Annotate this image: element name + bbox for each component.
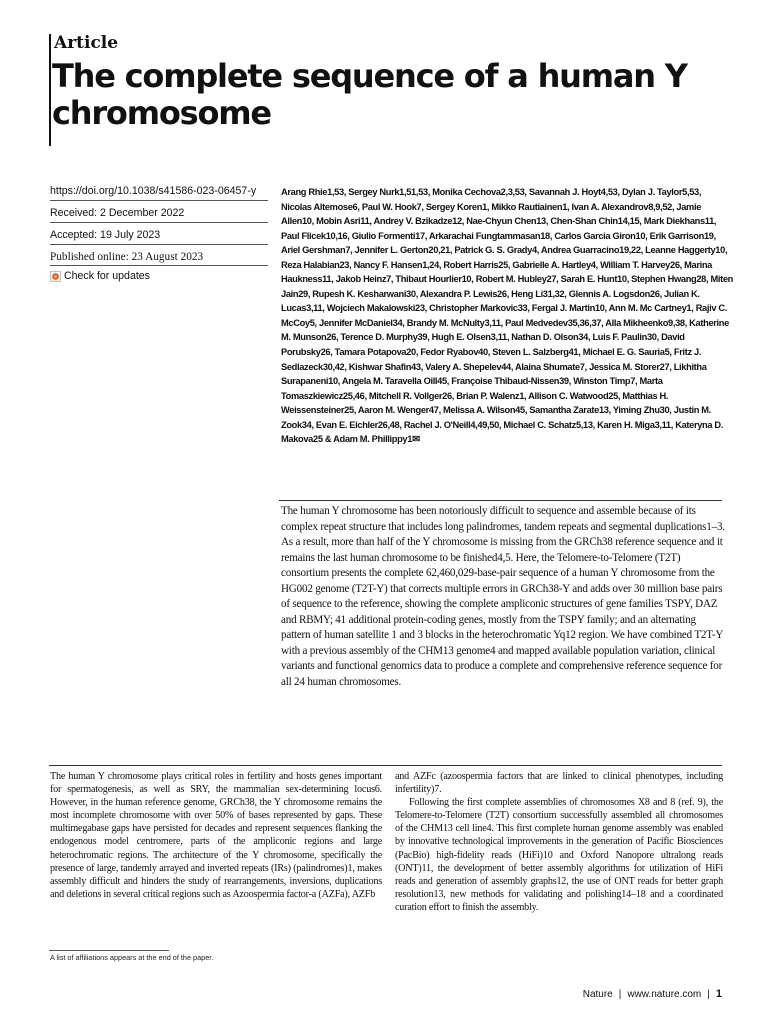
author-list: Arang Rhie1,53, Sergey Nurk1,51,53, Monika Cechova2,3,53, Savannah J. Hoyt4,53, Dylan J. Taylor5,53, Nicolas Altemose6, Paul W. Hook7, Sergey Koren1, Mikko Rautiainen1, Ivan A. Alexandrov8,9,52, Jamie Allen10, Mobin Asri11, Andrey V. Bzikadze12, Nae-Chyun Chen13, Chen-Shan Chin14,15, Mark Diekhans11, Paul Flicek10,16, Giulio Formenti17, Arkarachai Fungtammasan18, Carlos Garcia Giron10, Erik Garrison19, Ariel Gershman7, Jennifer L. Gerton20,21, Patrick G. S. Grady4, Andrea Guarracino19,22, Leanne Haggerty10, Reza Halabian23, Nancy F. Hansen1,24, Robert Harris25, Gabrielle A. Hartley4, William T. Harvey26, Marina Haukness11, Jakob Heinz7, Thibaut Hourlier10, Robert M. Hubley27, Sarah E. Hunt10, Stephen Hwang28, Miten Jain29, Rupesh K. Kesharwani30, Alexandra P. Lewis26, Heng Li31,32, Glennis A. Logsdon26, Julian K. Lucas3,11, Wojciech Makalowski23, Christopher Markovic33, Fergal J. Martin10, Ann M. Mc Cartney1, Rajiv C. McCoy5, Jennifer McDaniel34, Brandy M. McNulty3,11, Paul Medvedev35,36,37, Alla Mikheenko9,38, Katherine M. Munson26, Terence D. Murphy39, Hugh E. Olsen3,11, Nathan D. Olson34, Luis F. Paulin30, David Porubsky26, Tamara Potapova20, Fedor Ryabov40, Steven L. Salzberg41, Michael E. G. Sauria5, Fritz J. Sedlazeck30,42, Kishwar Shafin43, Valery A. Shepelev44, Alaina Shumate7, Jessica M. Storer27, Likhitha Surapaneni10, Angela M. Taravella Oill45, Françoise Thibaud-Nissen39, Winston Timp7, Marta Tomaszkiewicz25,46, Mitchell R. Vollger26, Brian P. Walenz1, Allison C. Watwood25, Matthias H. Weissensteiner25, Aaron M. Wenger47, Melissa A. Wilson45, Samantha Zarate13, Yiming Zhu30, Justin M. Zook34, Evan E. Eichler26,48, Rachel J. O'Neill4,49,50, Michael C. Schatz5,13, Karen H. Miga3,11, Kateryna D. Makova25 & Adam M. Phillippy1✉ bbox=[281, 187, 733, 445]
journal-name: Nature bbox=[582, 988, 613, 1000]
body-column-left bbox=[50, 770, 382, 901]
check-updates-icon bbox=[50, 271, 61, 282]
body-rule bbox=[49, 765, 722, 766]
header-rule bbox=[49, 34, 51, 146]
page-number: 1 bbox=[715, 988, 722, 1000]
abstract-rule bbox=[279, 500, 722, 501]
doi-link[interactable]: https://doi.org/10.1038/s41586-023-06457-y bbox=[50, 185, 268, 201]
published-date: Published online: 23 August 2023 bbox=[50, 249, 268, 266]
body-paragraph: Following the first complete assemblies of chromosomes X8 and 8 (ref. 9), the Telomere-to-Telomere (T2T) consortium successfully assembled all chromosomes of the CHM13 cell line4. This first complete human genome assembly was enabled by innovative technological improvements in the generation of Pacific Biosciences (PacBio) high-fidelity reads (HiFi)10 and Oxford Nanopore ultralong reads (ONT)11, the development of better assembly algorithms for utilization of HiFi reads and generation of assembly graphs12, the use of ONT reads for better graph resolution13, new methods for validating and polishing14–18 and a coordinated curation effort to finish the assembly. bbox=[395, 797, 723, 913]
footnote-rule bbox=[49, 950, 169, 951]
article-title: The complete sequence of a human Y chromosome bbox=[52, 57, 687, 132]
journal-url[interactable]: www.nature.com bbox=[627, 988, 702, 1000]
check-updates-button[interactable] bbox=[50, 269, 268, 282]
received-date: Received: 2 December 2022 bbox=[50, 205, 268, 223]
body-paragraph: and AZFc (azoospermia factors that are linked to clinical phenotypes, including infertility)7. bbox=[395, 771, 723, 796]
body-paragraph: The human Y chromosome plays critical roles in fertility and hosts genes important for spermatogenesis, as well as SRY, the mammalian sex-determining locus6. However, in the human reference genome, GRCh38, the Y chromosome remains the most incomplete chromosome with over 50% of bases represented by gaps. These multimegabase gaps have persisted for decades and represent sequences flanking the endogenous model centromere, parts of the ampliconic regions and large heterochromatic regions. The architecture of the Y chromosome, specifically the presence of large, tandemly arrayed and inverted repeats (IRs) (palindromes)1, makes assembly difficult and hinders the study of rearrangements, inversions, duplications and deletions in several critical regions such as Azoospermia factor-a (AZFa), AZFb bbox=[50, 771, 382, 900]
article-type-label: Article bbox=[54, 33, 119, 53]
footer-separator: | bbox=[707, 988, 710, 1000]
article-meta bbox=[50, 185, 268, 282]
affiliations-footnote: A list of affiliations appears at the end of the paper. bbox=[50, 953, 214, 962]
abstract: The human Y chromosome has been notoriously difficult to sequence and assemble because of its complex repeat structure that includes long palindromes, tandem repeats and segmental duplications1–3. As a result, more than half of the Y chromosome is missing from the GRCh38 reference sequence and it remains the last human chromosome to be finished4,5. Here, the Telomere-to-Telomere (T2T) consortium presents the complete 62,460,029-base-pair sequence of a human Y chromosome from the HG002 genome (T2T-Y) that corrects multiple errors in GRCh38-Y and adds over 30 million base pairs of sequence to the reference, showing the complete ampliconic structures of gene families TSPY, DAZ and RBMY; 41 additional protein-coding genes, mostly from the TSPY family; and an alternating pattern of human satellite 1 and 3 blocks in the heterochromatic Yq12 region. We have combined T2T-Y with a previous assembly of the CHM13 genome4 and mapped available population variation, clinical variants and functional genomics data to produce a complete and comprehensive reference sequence for all 24 human chromosomes. bbox=[281, 505, 725, 689]
footer-separator: | bbox=[618, 988, 622, 1000]
page-footer bbox=[583, 988, 722, 1000]
body-column-right bbox=[395, 770, 723, 914]
accepted-date: Accepted: 19 July 2023 bbox=[50, 227, 268, 245]
check-updates-label: Check for updates bbox=[64, 270, 150, 282]
